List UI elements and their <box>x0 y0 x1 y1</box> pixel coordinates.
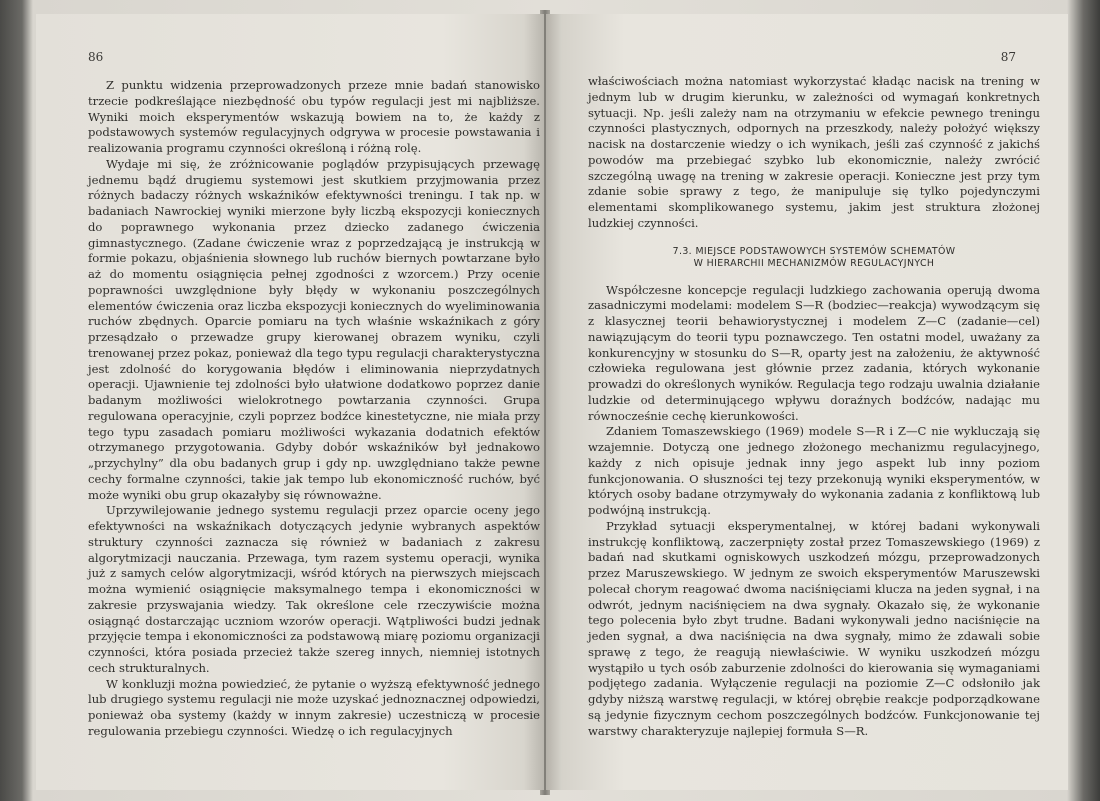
right-paragraph-2: Zdaniem Tomaszewskiego (1969) modele S—R i Z—C nie wykluczają się wzajemnie. Dotyczą one jednego złożonego mechanizmu regulacyjnego, każdy z nich opisuje jednak inny jego aspekt lub inny poziom funkcjonowania. O słuszności tej tezy przekonują wyniki eksperymentów, w których osoby badane otrzymywały do wykonania zadania z konfliktową lub podwójną instrukcją. <box>588 424 1040 517</box>
right-paragraph-1: Współczesne koncepcje regulacji ludzkiego zachowania operują dwoma zasadniczymi modelami: modelem S—R (bodziec—reakcja) wywodzącym się z klasycznej teorii behawiorystycznej i modelem Z—C (zadanie—cel) nawiązującym do teorii typu poznawczego. Ten ostatni model, uważany za konkurencyjny w stosunku do S—R, oparty jest na założeniu, że aktywność człowieka regulowana jest głównie przez zadania, których wykonanie prowadzi do określonych wyników. Regulacja tego rodzaju uwalnia działanie ludzkie od determinującego wpływu doraźnych bodźców, nadając mu równocześnie cechę kierunkowości. <box>588 282 1040 423</box>
left-paragraph-1: Z punktu widzenia przeprowadzonych przeze mnie badań stanowisko trzecie podkreślające niezbędność obu typów regulacji jest mi najbliższe. Wyniki moich eksperymentów wskazują bowiem na to, że każdy z podstawowych systemów regulacyjnych odgrywa w procesie powstawania i realizowania programu czynności określoną i różną rolę. <box>88 78 540 155</box>
right-page-body <box>588 74 1040 739</box>
right-paragraph-3: Przykład sytuacji eksperymentalnej, w której badani wykonywali instrukcję konfliktową, zaczerpnięty został przez Tomaszewskiego (1969) z badań nad skutkami ogniskowych uszkodzeń mózgu, przeprowadzonych przez Maruszewskiego. W jednym ze swoich eksperymentów Maruszewski polecał chorym reagować dwoma naciśnięciami klucza na jeden sygnał, i na odwrót, jednym naciśnięciem na dwa sygnały. Okazało się, że wykonanie tego polecenia było zbyt trudne. Badani wykonywali jedno naciśnięcie na jeden sygnał, a dwa naciśnięcia na dwa sygnały, mimo że zdawali sobie sprawę z tego, że reagują niewłaściwie. W wyniku uszkodzeń mózgu wystąpiło u tych osób zaburzenie zdolności do kierowania się wymaganiami podjętego zadania. Wyłączenie regulacji na poziomie Z—C odsłoniło jak gdyby niższą warstwę regulacji, w której obrębie reakcje podporządkowane są jedynie fizycznym cechom poszczególnych bodźców. Funkcjonowanie tej warstwy charakteryzuje najlepiej formuła S—R. <box>588 518 1040 738</box>
section-heading-line-2: W HIERARCHII MECHANIZMÓW REGULACYJNYCH <box>693 257 935 269</box>
page-number-right: 87 <box>1000 50 1016 64</box>
left-page <box>36 14 544 790</box>
section-heading <box>588 246 1040 270</box>
page-number-left: 86 <box>88 50 104 64</box>
right-lead-paragraph: właściwościach można natomiast wykorzystać kładąc nacisk na trening w jednym lub w drugim kierunku, w zależności od wymagań konkretnych sytuacji. Np. jeśli zależy nam na otrzymaniu w efekcie pewnego treningu czynności plastycznych, odpornych na przeszkody, należy położyć większy nacisk na dostarczenie wiedzy o ich wynikach, jeśli zaś czynność z jakichś powodów ma przebiegać szybko lub ekonomicznie, należy zwrócić szczególną uwagę na trening w zakresie operacji. Konieczne jest przy tym zdanie sobie sprawy z tego, że manipuluje się tylko pojedynczymi elementami skomplikowanego systemu, jakim jest struktura złożonej ludzkiej czynności. <box>588 74 1040 230</box>
section-heading-line-1: 7.3. MIEJSCE PODSTAWOWYCH SYSTEMÓW SCHEMATÓW <box>672 245 956 257</box>
left-paragraph-3: Uprzywilejowanie jednego systemu regulacji przez oparcie oceny jego efektywności na wskaźnikach dotyczących jedynie wybranych aspektów struktury czynności zaznacza się również w badaniach z zakresu algorytmizacji nauczania. Przewaga, tym razem systemu operacji, wynika już z samych celów algorytmizacji, wśród których na pierwszych miejscach można wymienić osiągnięcie maksymalnego tempa i ekonomiczności w zakresie przyswajania wiedzy. Tak określone cele rzeczywiście można osiągnąć dostarczając uczniom wzorów operacji. Wątpliwości budzi jednak przyjęcie tempa i ekonomiczności za podstawową miarę poziomu organizacji czynności, która posiada przecież także szereg innych, niemniej istotnych cech strukturalnych. <box>88 503 540 675</box>
left-page-body <box>88 78 540 740</box>
left-paragraph-2: Wydaje mi się, że zróżnicowanie poglądów przypisujących przewagę jednemu bądź drugiemu systemowi jest skutkiem przyjmowania przez różnych badaczy różnych wskaźników efektywności treningu. I tak np. w badaniach Nawrockiej wyniki mierzone były liczbą ekspozycji koniecznych do poprawnego wykonania przez dziecko zadanego ćwiczenia gimnastycznego. (Zadane ćwiczenie wraz z poprzedzającą je instrukcją w formie pokazu, objaśnienia słownego lub ruchów biernych powtarzane było aż do momentu osiągnięcia pełnej zgodności z wzorcem.) Przy ocenie poprawności uwzględnione były błędy w wykonaniu poszczególnych elementów ćwiczenia oraz liczba ekspozycji koniecznych do wyeliminowania ruchów zbędnych. Oparcie pomiaru na tych właśnie wskaźnikach z góry przesądzało o przewadze grupy kierowanej obrazem wyniku, czyli trenowanej przez pokaz, ponieważ dla tego typu regulacji charakterystyczna jest zdolność do korygowania błędów i eliminowania nieprzydatnych operacji. Ujawnienie tej zdolności było ułatwione dodatkowo poprzez danie badanym możliwości wielokrotnego powtarzania czynności. Grupa regulowana operacyjnie, czyli poprzez bodźce kinestetyczne, nie miała przy tego typu zasadach pomiaru możliwości wykazania dodatnich efektów otrzymanego przygotowania. Gdyby dobór wskaźników był jednakowo „przychylny” dla obu badanych grup i gdy np. uwzględniano także pewne cechy formalne czynności, takie jak tempo lub ekonomiczność ruchów, być może wyniki obu grup okazałyby się równoważne. <box>88 156 540 502</box>
right-page <box>546 14 1068 790</box>
left-paragraph-4: W konkluzji można powiedzieć, że pytanie o wyższą efektywność jednego lub drugiego systemu regulacji nie może uzyskać jednoznacznej odpowiedzi, ponieważ oba systemy (każdy w innym zakresie) uczestniczą w procesie regulowania przebiegu czynności. Wiedzę o ich regulacyjnych <box>88 676 540 738</box>
